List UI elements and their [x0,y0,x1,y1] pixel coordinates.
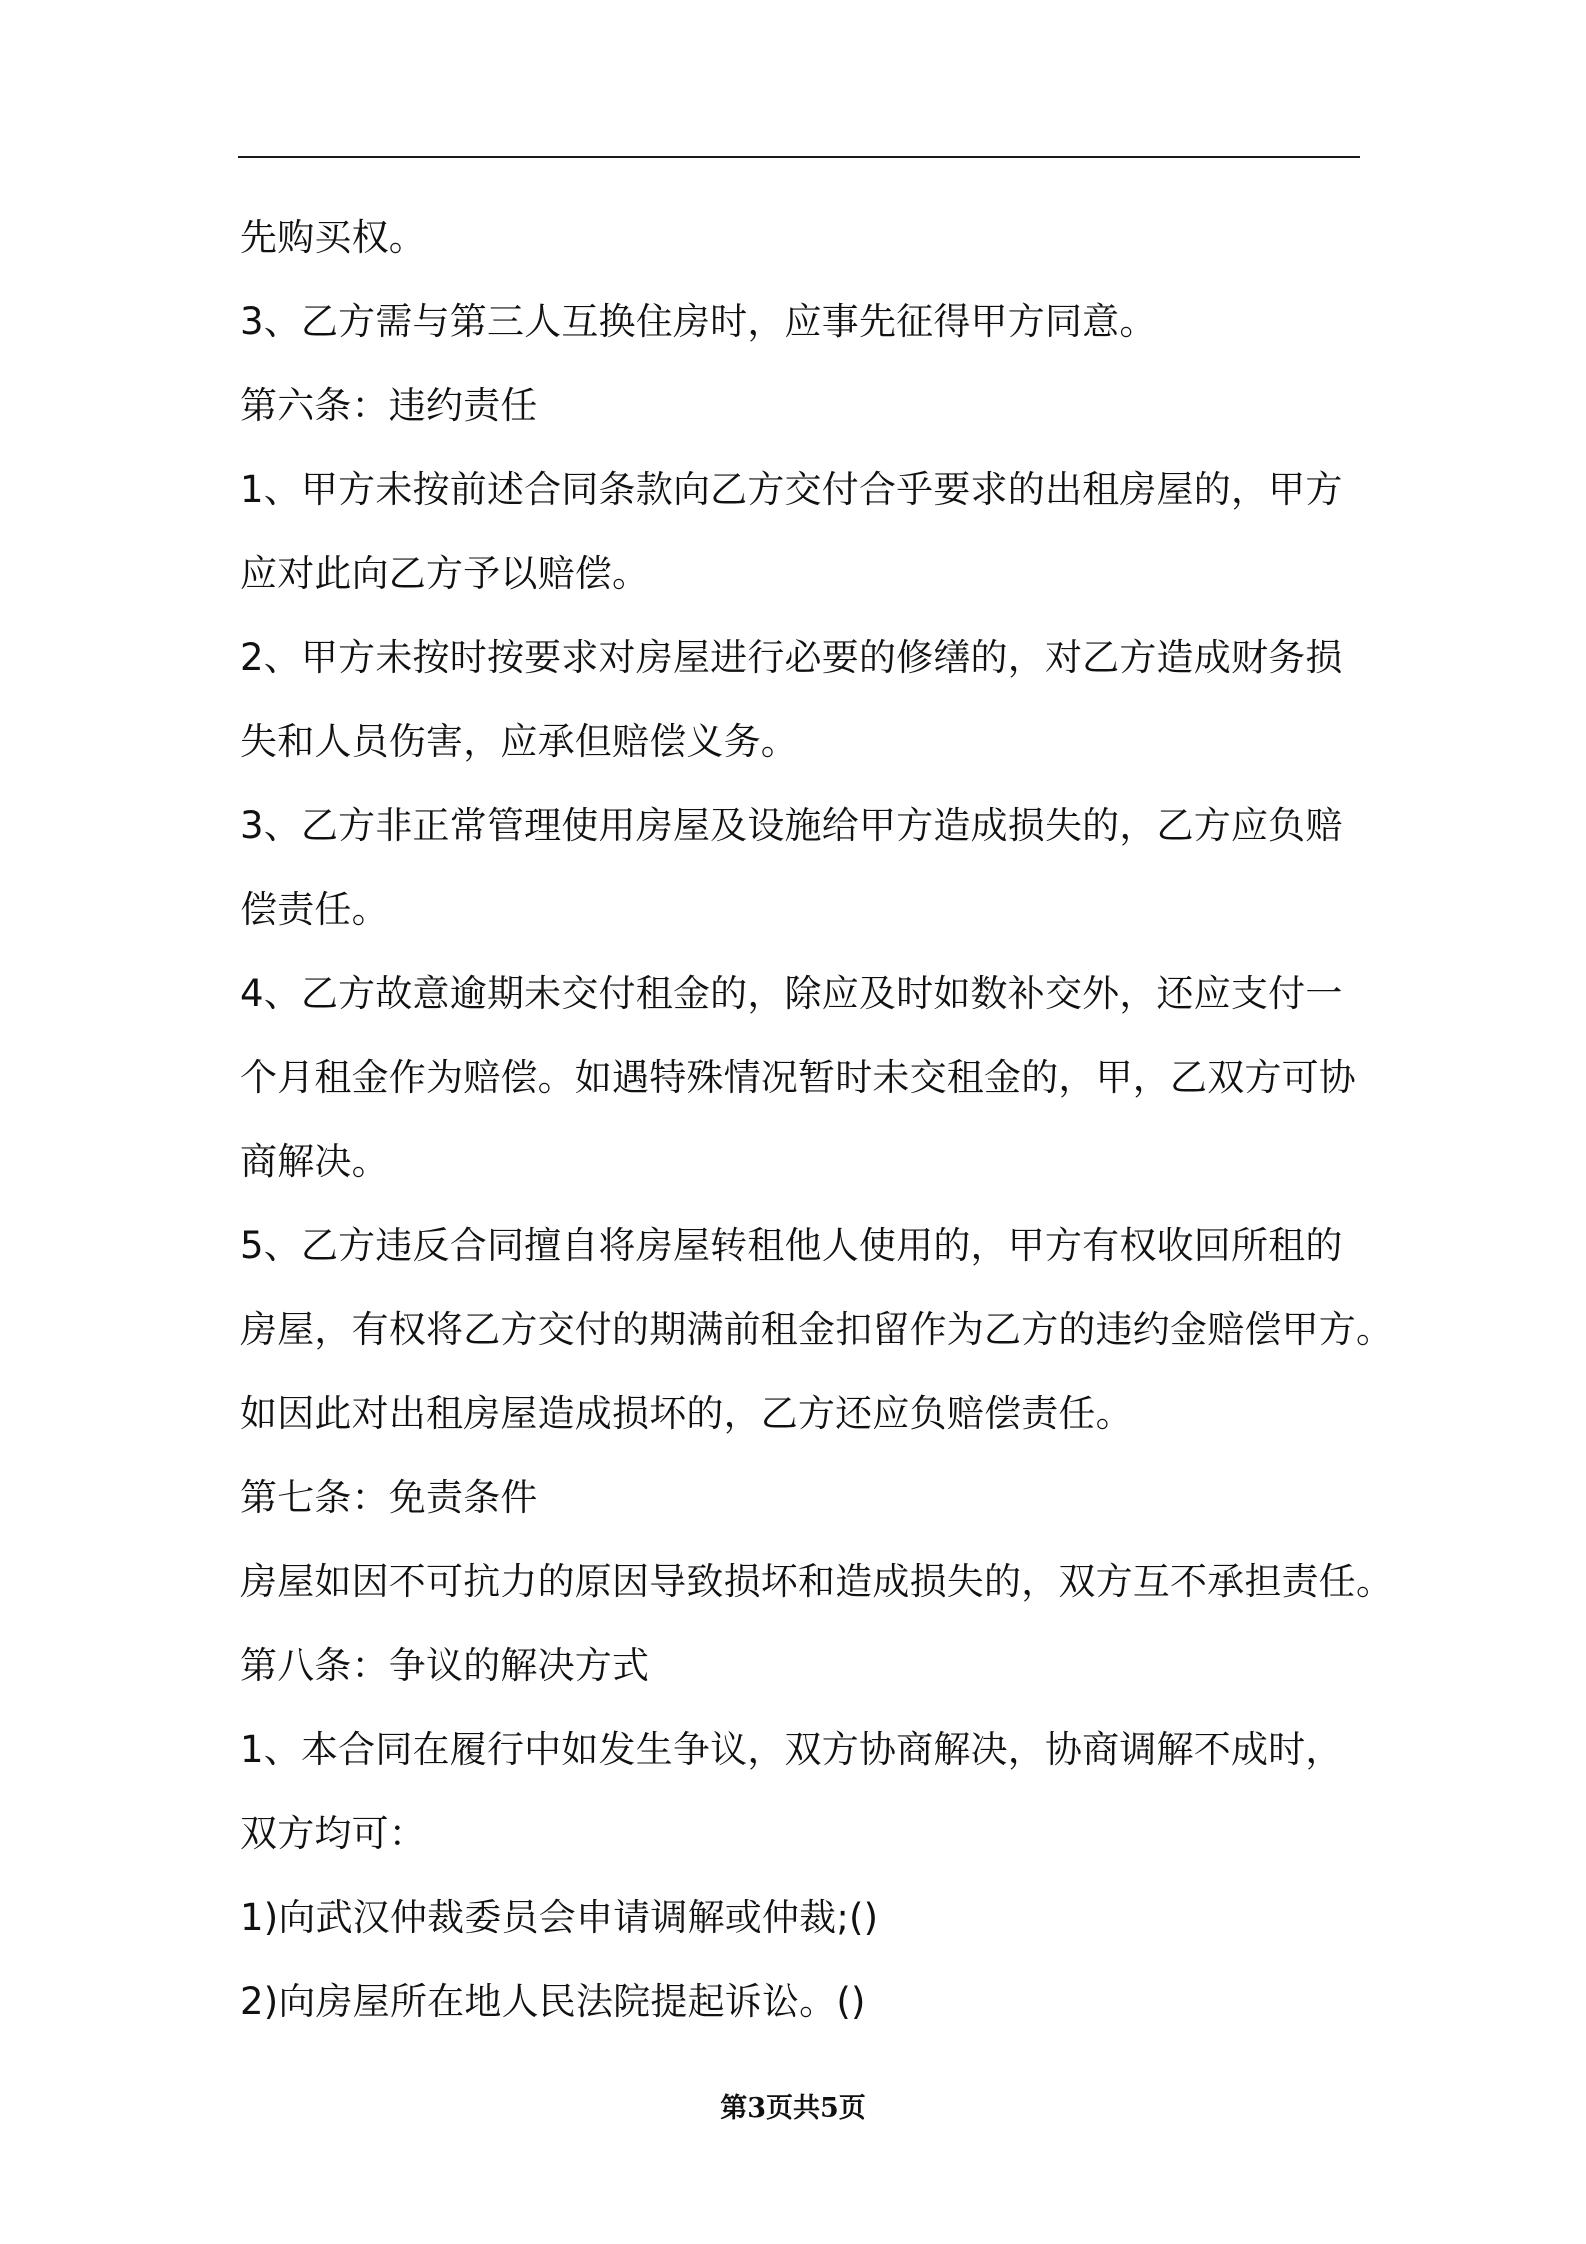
text-line: 1)向武汉仲裁委员会申请调解或仲裁;() [240,1896,879,1939]
section-heading: 第八条：争议的解决方式 [240,1644,650,1687]
page-number-footer: 第3页共5页 [720,2093,866,2124]
section-heading: 第七条：免责条件 [240,1476,538,1519]
text-line: 个月租金作为赔偿。如遇特殊情况暂时未交租金的，甲，乙双方可协 [240,1056,1356,1099]
text-line: 1、本合同在履行中如发生争议，双方协商解决，协商调解不成时， [240,1728,1343,1771]
text-line: 失和人员伤害，应承但赔偿义务。 [240,720,798,763]
text-line: 双方均可： [240,1812,426,1855]
text-line: 2、甲方未按时按要求对房屋进行必要的修缮的，对乙方造成财务损 [240,636,1343,679]
text-line: 3、乙方非正常管理使用房屋及设施给甲方造成损失的，乙方应负赔 [240,804,1343,847]
text-line: 1、甲方未按前述合同条款向乙方交付合乎要求的出租房屋的，甲方 [240,468,1343,511]
text-line: 先购买权。 [240,216,426,259]
text-line: 偿责任。 [240,888,389,931]
text-line: 3、乙方需与第三人互换住房时，应事先征得甲方同意。 [240,300,1157,343]
text-line: 5、乙方违反合同擅自将房屋转租他人使用的，甲方有权收回所租的 [240,1224,1343,1267]
text-line: 应对此向乙方予以赔偿。 [240,552,650,595]
text-line: 2)向房屋所在地人民法院提起诉讼。() [240,1980,866,2023]
header-divider [238,156,1360,158]
text-line: 房屋如因不可抗力的原因导致损坏和造成损失的，双方互不承担责任。 [240,1560,1394,1603]
text-line: 4、乙方故意逾期未交付租金的，除应及时如数补交外，还应支付一 [240,972,1343,1015]
text-line: 商解决。 [240,1140,389,1183]
section-heading: 第六条：违约责任 [240,384,538,427]
text-line: 房屋，有权将乙方交付的期满前租金扣留作为乙方的违约金赔偿甲方。 [240,1308,1394,1351]
contract-body [240,196,1400,2044]
text-line: 如因此对出租房屋造成损坏的，乙方还应负赔偿责任。 [240,1392,1133,1435]
